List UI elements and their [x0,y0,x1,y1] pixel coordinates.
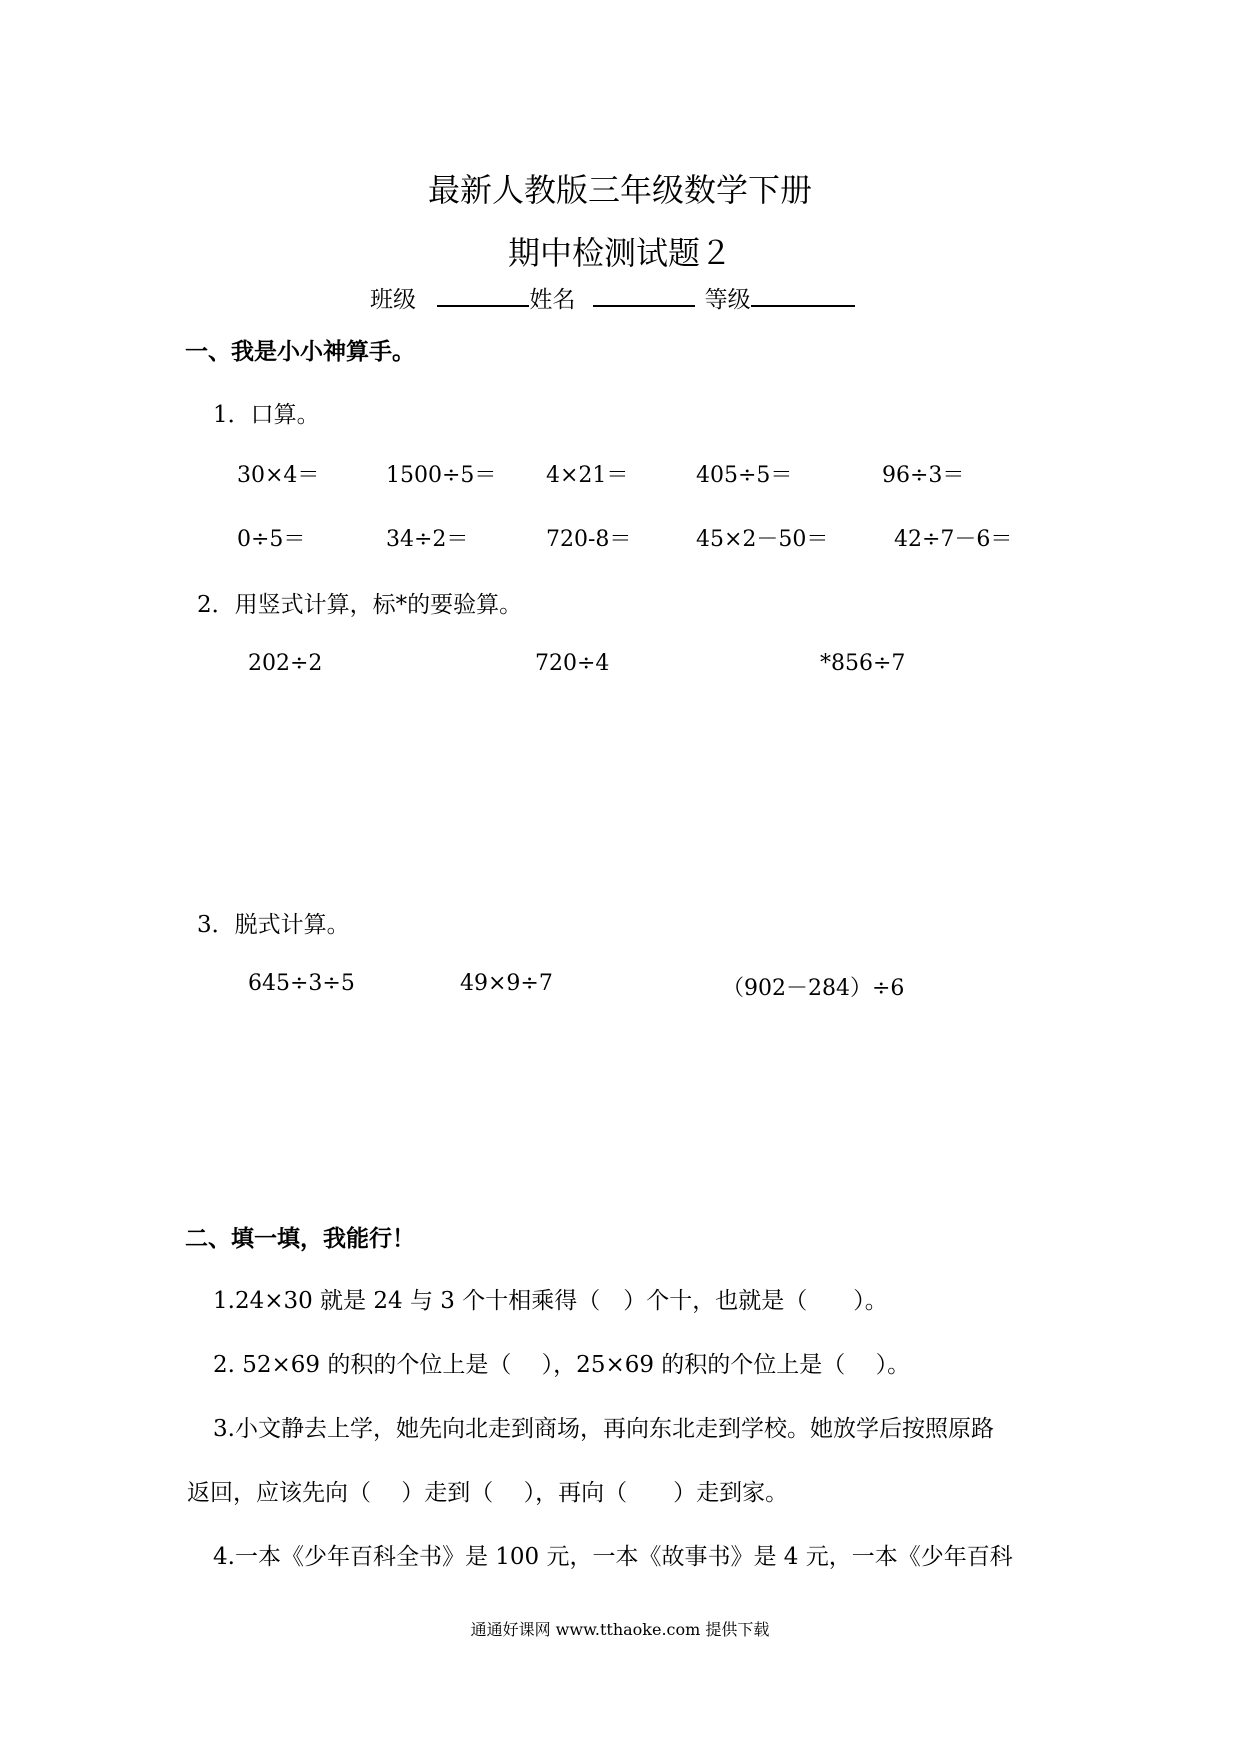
vertical-calc-item: 202÷2 [248,651,323,676]
fill-line: 4.一本《少年百科全书》是 100 元，一本《故事书》是 4 元，一本《少年百科 [213,1544,1013,1570]
stepwise-calc-item: （902－284）÷6 [722,976,905,1001]
fill-line: 1.24×30 就是 24 与 3 个十相乘得（ ）个十，也就是（ ）。 [213,1288,888,1314]
grade-blank [751,283,855,307]
vertical-calc-item: *856÷7 [820,651,906,676]
grade-label: 等级 [704,287,751,313]
stepwise-calc-item: 645÷3÷5 [248,971,355,996]
name-label: 姓名 [529,287,576,313]
oral-item: 0÷5＝ [237,527,306,552]
class-label: 班级 [370,287,416,313]
section2-heading: 二、填一填，我能行！ [185,1226,415,1252]
fill-line: 返回，应该先向（ ）走到（ ），再向（ ）走到家。 [187,1480,789,1506]
student-info-row [370,281,855,314]
oral-item: 4×21＝ [546,463,629,488]
fill-line: 2. 52×69 的积的个位上是（ ），25×69 的积的个位上是（ ）。 [213,1352,911,1378]
oral-item: 96÷3＝ [882,463,965,488]
q2-label: 2．用竖式计算，标*的要验算。 [197,592,523,618]
oral-item: 34÷2＝ [386,527,469,552]
oral-item: 30×4＝ [237,463,320,488]
page-footer: 通通好课网 www.tthaoke.com 提供下载 [470,1620,770,1639]
class-blank [437,283,529,307]
q3-label: 3．脱式计算。 [197,912,350,938]
oral-item: 1500÷5＝ [386,463,497,488]
vertical-calc-item: 720÷4 [535,651,610,676]
oral-item: 42÷7－6＝ [894,527,1013,552]
stepwise-calc-item: 49×9÷7 [460,971,553,996]
page-subtitle: 期中检测试题２ [507,234,732,272]
oral-item: 405÷5＝ [696,463,793,488]
oral-item: 720-8＝ [546,527,632,552]
name-blank [593,283,695,307]
q1-label: 1．口算。 [213,402,320,428]
fill-line: 3.小文静去上学，她先向北走到商场，再向东北走到学校。她放学后按照原路 [213,1416,994,1442]
oral-item: 45×2－50＝ [696,527,829,552]
page-title: 最新人教版三年级数学下册 [427,171,812,209]
section1-heading: 一、我是小小神算手。 [185,339,415,365]
